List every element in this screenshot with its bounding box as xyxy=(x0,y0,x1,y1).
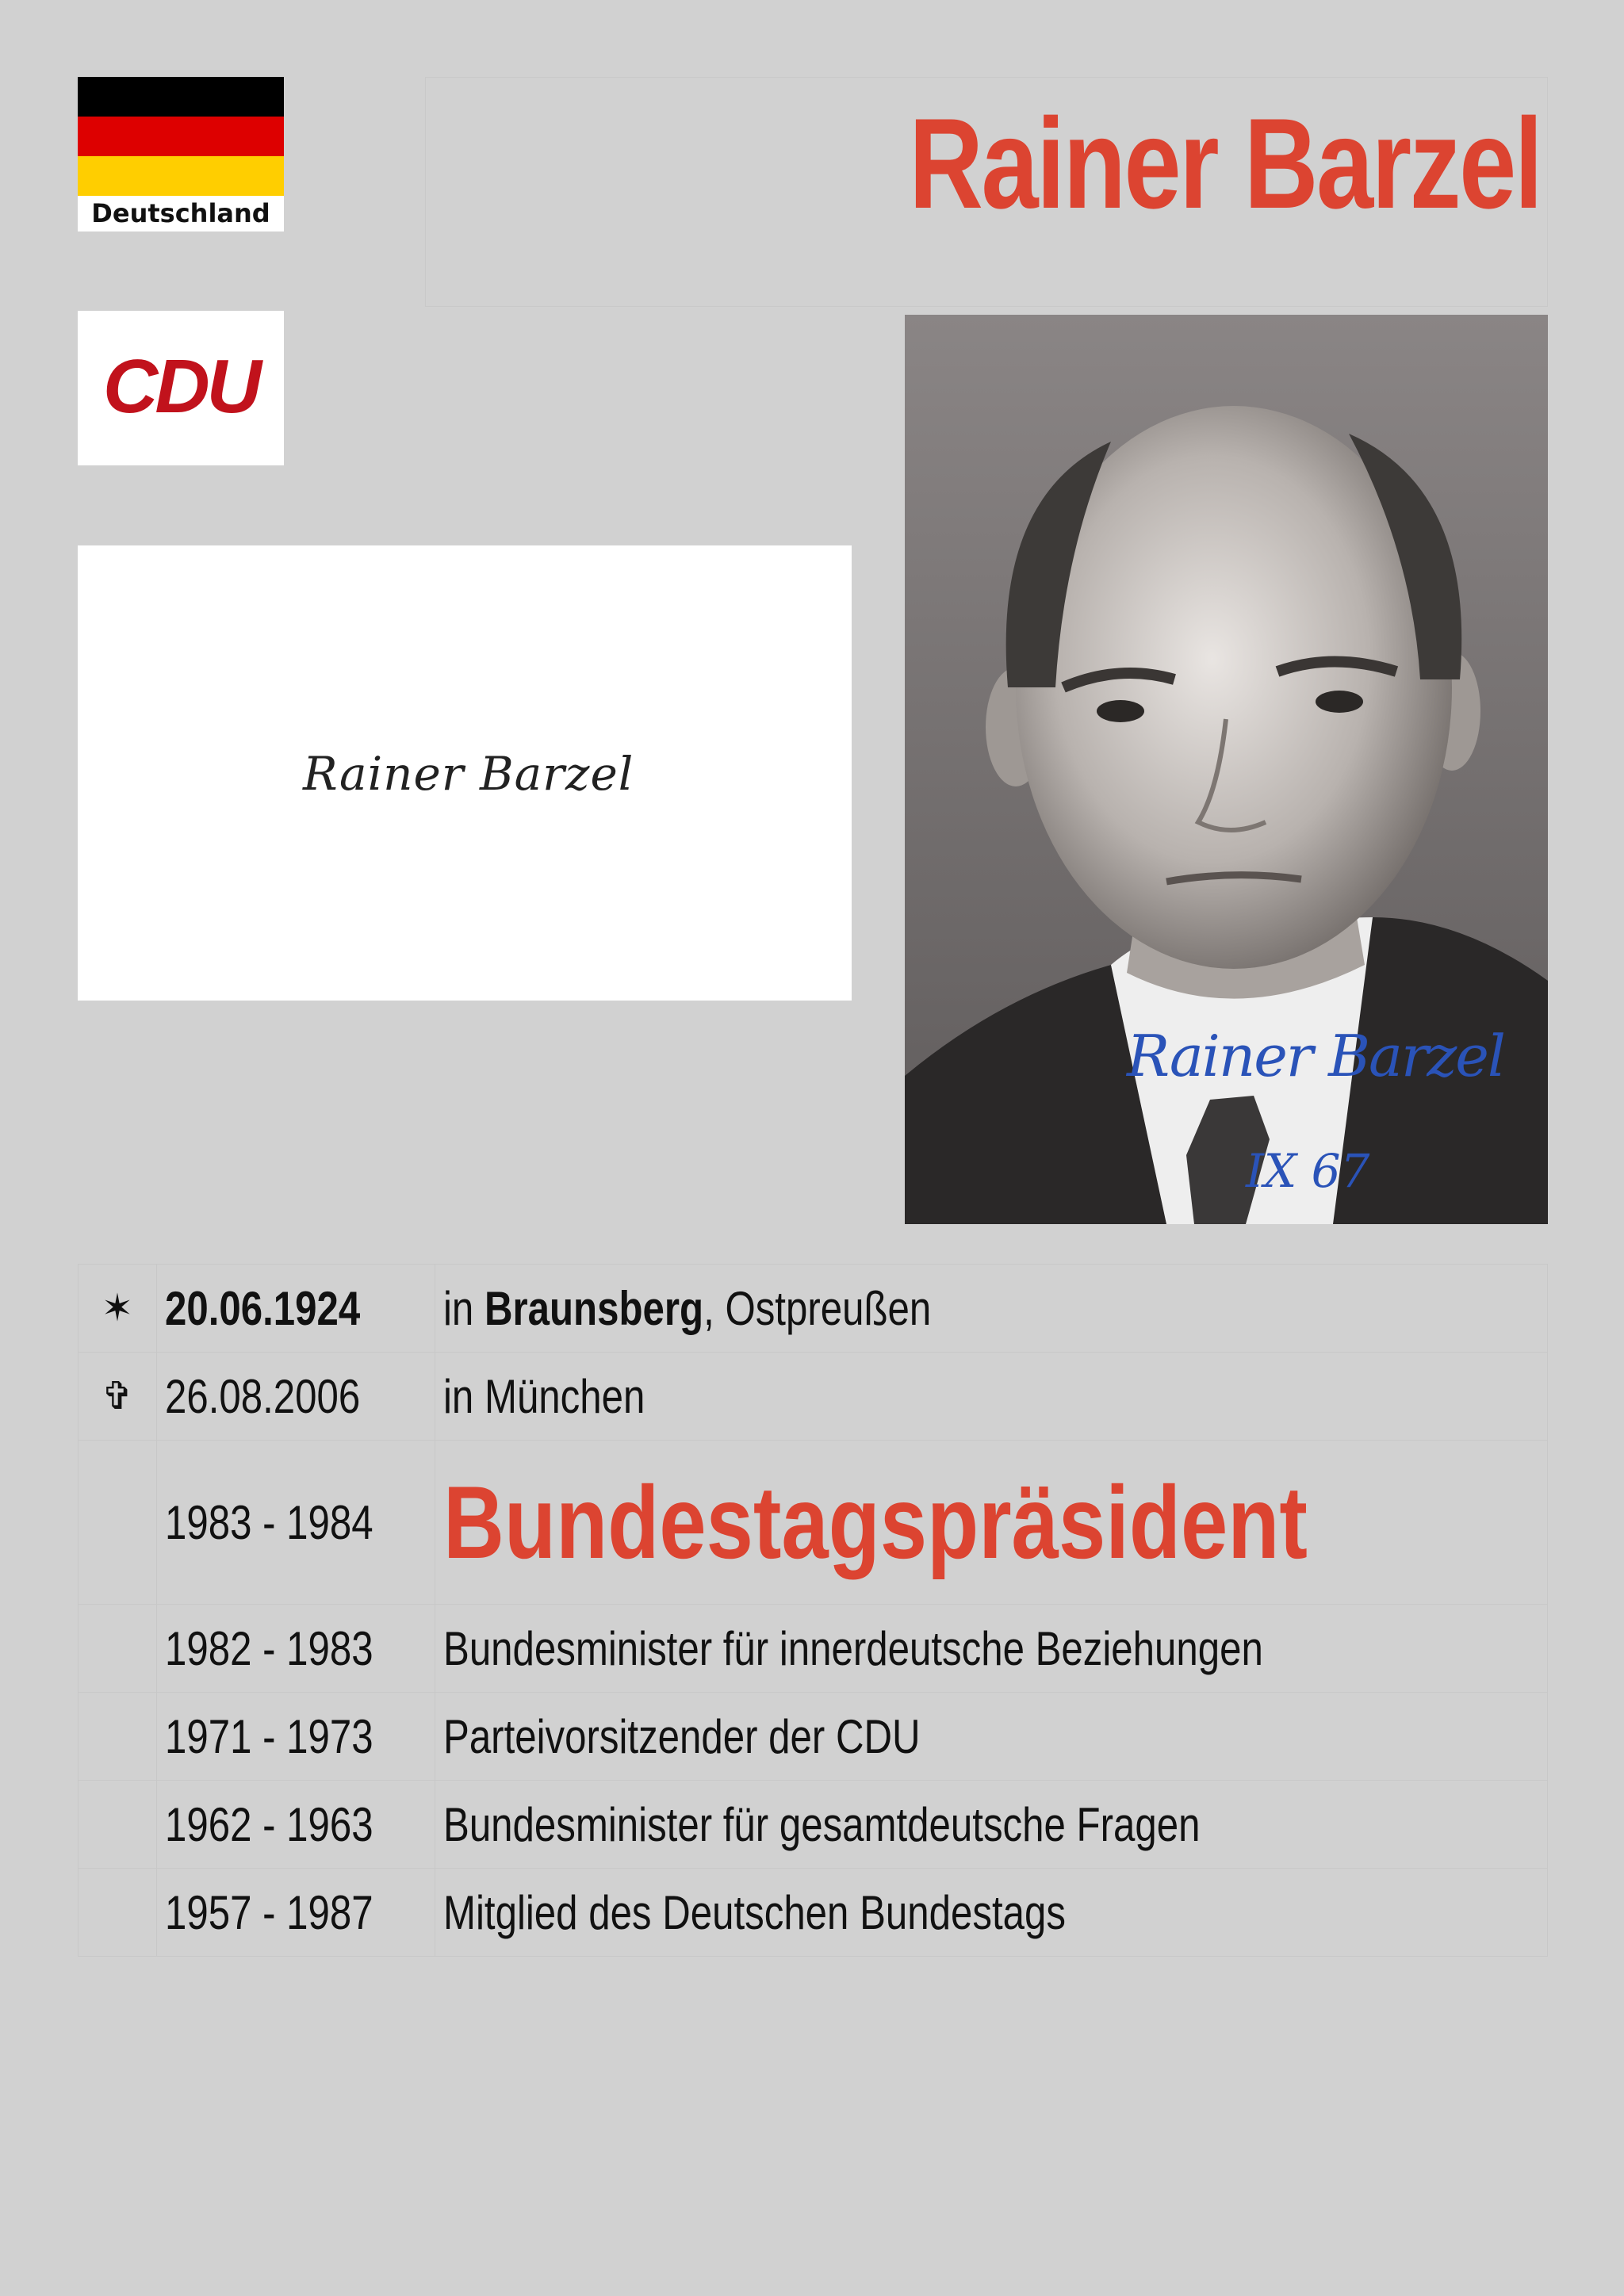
facts-table xyxy=(78,1264,1548,1957)
title-box xyxy=(425,77,1548,307)
death-place: in München xyxy=(443,1369,645,1423)
career-role: Mitglied des Deutschen Bundestags xyxy=(443,1885,1066,1939)
career-role: Bundesminister für innerdeutsche Beziehungen xyxy=(443,1621,1263,1675)
card-signature xyxy=(300,728,712,815)
germany-flag xyxy=(78,77,284,232)
career-row xyxy=(79,1441,1548,1605)
flag-label: Deutschland xyxy=(78,196,284,232)
career-row xyxy=(79,1869,1548,1957)
flag-stripe-gold xyxy=(78,156,284,196)
svg-text:CDU: CDU xyxy=(103,344,259,429)
cdu-logo-mark xyxy=(78,311,284,465)
cdu-logo xyxy=(78,311,284,465)
death-cross-icon: ✞ xyxy=(79,1353,157,1441)
career-role: Parteivorsitzender der CDU xyxy=(443,1709,921,1763)
birth-place: in Braunsberg, Ostpreußen xyxy=(443,1281,932,1335)
career-years: 1962 - 1963 xyxy=(165,1797,373,1851)
career-row xyxy=(79,1693,1548,1781)
portrait-photo xyxy=(905,315,1548,1224)
career-role: Bundesminister für gesamtdeutsche Fragen xyxy=(443,1797,1201,1851)
svg-text:Rainer Barzel: Rainer Barzel xyxy=(303,747,634,801)
career-role-highlight: Bundestagspräsident xyxy=(443,1464,1308,1580)
flag-stripe-black xyxy=(78,77,284,117)
death-date: 26.08.2006 xyxy=(165,1369,361,1423)
death-row xyxy=(79,1353,1548,1441)
birth-star-icon: ✶ xyxy=(79,1265,157,1353)
business-card xyxy=(78,545,852,1001)
page-title: Rainer Barzel xyxy=(908,92,1541,235)
birth-row xyxy=(79,1265,1548,1353)
flag-stripe-red xyxy=(78,117,284,156)
career-years: 1971 - 1973 xyxy=(165,1709,373,1763)
svg-text:Rainer Barzel: Rainer Barzel xyxy=(1127,1023,1504,1089)
svg-text:IX 67: IX 67 xyxy=(1246,1144,1370,1198)
career-row xyxy=(79,1781,1548,1869)
career-years: 1982 - 1983 xyxy=(165,1621,373,1675)
career-row xyxy=(79,1605,1548,1693)
career-years: 1957 - 1987 xyxy=(165,1885,373,1939)
birth-date: 20.06.1924 xyxy=(165,1281,361,1335)
career-years: 1983 - 1984 xyxy=(165,1495,373,1549)
portrait-illustration xyxy=(905,315,1548,1224)
